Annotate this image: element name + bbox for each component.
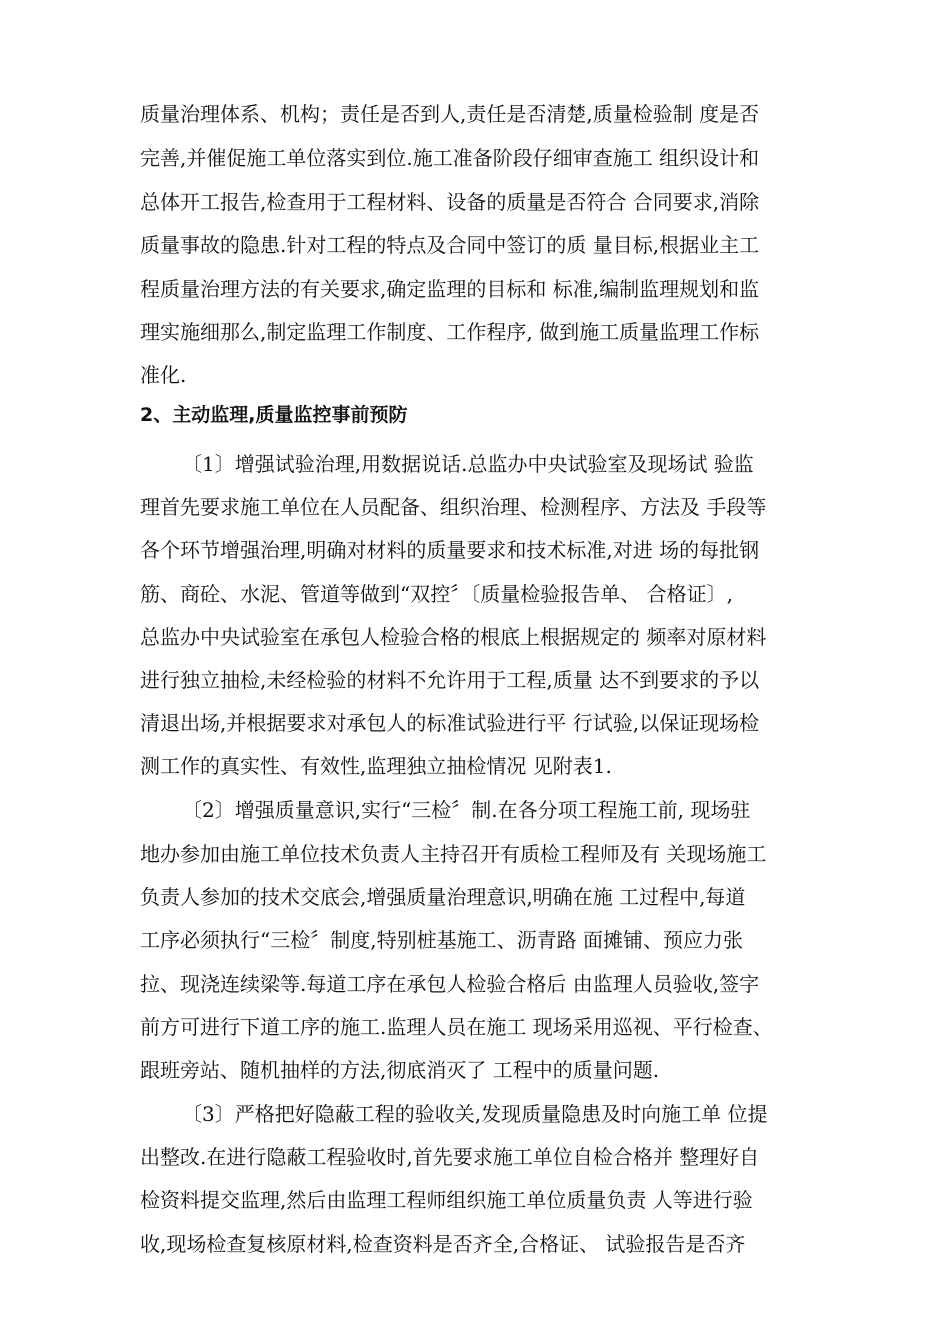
paragraph-line: 理实施细那么,制定监理工作制度、工作程序, 做到施工质量监理工作标 [140,320,760,344]
paragraph-line: 准化. [140,363,187,387]
paragraph-line: 〔3〕严格把好隐蔽工程的验收关,发现质量隐患及时向施工单 位提 [182,1102,768,1126]
paragraph-line: 各个环节增强治理,明确对材料的质量要求和技术标准,对进 场的每批钢 [140,538,760,562]
paragraph-line: 质量治理体系、机构；责任是否到人,责任是否清楚,质量检验制 度是否 [140,102,760,126]
paragraph-line: 拉、现浇连续梁等.每道工序在承包人检验合格后 由监理人员验收,签字 [140,972,760,996]
paragraph-line: 筋、商砼、水泥、管道等做到“双控〞〔质量检验报告单、 合格证〕, [140,582,733,606]
paragraph-line: 地办参加由施工单位技术负责人主持召开有质检工程师及有 关现场施工 [140,842,767,866]
paragraph-line: 跟班旁站、随机抽样的方法,彻底消灭了 工程中的质量问题. [140,1058,660,1082]
paragraph-line: 〔2〕增强质量意识,实行“三检〞制.在各分项工程施工前, 现场驻 [182,798,751,822]
paragraph-line: 测工作的真实性、有效性,监理独立抽检情况 见附表1. [140,754,612,778]
paragraph-line: 前方可进行下道工序的施工.监理人员在施工 现场采用巡视、平行检查、 [140,1015,773,1039]
paragraph-line: 工序必须执行“三检〞制度,特别桩基施工、沥青路 面摊铺、预应力张 [140,928,743,952]
section-heading: 2、主动监理,质量监控事前预防 [140,404,408,426]
paragraph-line: 〔1〕增强试验治理,用数据说话.总监办中央试验室及现场试 验监 [182,452,754,476]
paragraph-line: 出整改.在进行隐蔽工程验收时,首先要求施工单位自检合格并 整理好自 [140,1145,760,1169]
paragraph-line: 进行独立抽检,未经检验的材料不允许用于工程,质量 达不到要求的予以 [140,668,760,692]
paragraph-line: 收,现场检查复核原材料,检查资料是否齐全,合格证、 试验报告是否齐 [140,1232,746,1256]
paragraph-line: 完善,并催促施工单位落实到位.施工准备阶段仔细审查施工 组织设计和 [140,146,760,170]
paragraph-line: 质量事故的隐患.针对工程的特点及合同中签订的质 量目标,根据业主工 [140,233,760,257]
paragraph-line: 程质量治理方法的有关要求,确定监理的目标和 标准,编制监理规划和监 [140,277,760,301]
paragraph-line: 清退出场,并根据要求对承包人的标准试验进行平 行试验,以保证现场检 [140,711,760,735]
paragraph-line: 理首先要求施工单位在人员配备、组织治理、检测程序、方法及 手段等 [140,495,767,519]
paragraph-line: 总监办中央试验室在承包人检验合格的根底上根据规定的 频率对原材料 [140,625,767,649]
paragraph-line: 总体开工报告,检查用于工程材料、设备的质量是否符合 合同要求,消除 [140,190,760,214]
paragraph-line: 负责人参加的技术交底会,增强质量治理意识,明确在施 工过程中,每道 [140,885,746,909]
paragraph-line: 检资料提交监理,然后由监理工程师组织施工单位质量负责 人等进行验 [140,1188,753,1212]
